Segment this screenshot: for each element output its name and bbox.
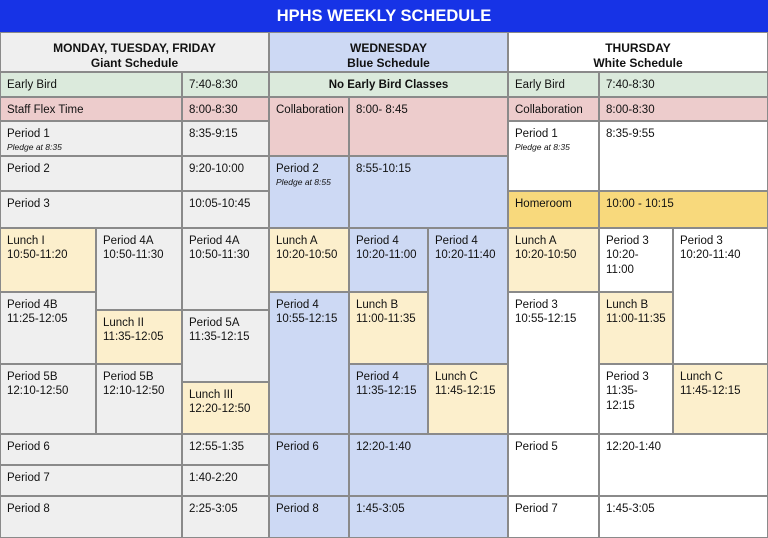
- giant-period-5a: [182, 310, 269, 382]
- white-period-1: [508, 121, 599, 191]
- giant-period-6: Period 6: [0, 434, 182, 465]
- white-collaboration-time: 8:00-8:30: [599, 97, 768, 121]
- header-white: [508, 32, 768, 72]
- blue-period-8-time: 1:45-3:05: [349, 496, 508, 538]
- blue-pledge-note: Pledge at 8:55: [276, 177, 331, 188]
- white-period-1-label: Period 1: [515, 128, 558, 140]
- giant-period-3: Period 3: [0, 191, 182, 228]
- blue-period-4-col3-time: 10:20-11:40: [435, 249, 496, 262]
- giant-period-4b-label: Period 4B: [7, 299, 58, 311]
- giant-lunch-3-time: 12:20-12:50: [189, 403, 251, 416]
- giant-lunch-2-time: 11:35-12:05: [103, 331, 164, 344]
- blue-collaboration-time: 8:00- 8:45: [349, 97, 508, 156]
- giant-period-1: [0, 121, 182, 156]
- giant-period-1-time: 8:35-9:15: [182, 121, 269, 156]
- white-lunch-b-time: 11:00-11:35: [606, 313, 666, 326]
- header-white-name: White Schedule: [593, 56, 683, 70]
- white-period-3-col1: [508, 292, 599, 434]
- blue-period-4-late: [349, 364, 428, 434]
- blue-period-4-col2-label: Period 4: [356, 235, 399, 247]
- blue-lunch-c: [428, 364, 508, 434]
- giant-pledge-note: Pledge at 8:35: [7, 142, 62, 153]
- blue-period-4-col2: [349, 228, 428, 292]
- giant-period-5b-col2: [96, 364, 182, 434]
- blue-period-2: [269, 156, 349, 228]
- blue-period-4-col1-label: Period 4: [276, 299, 319, 311]
- white-period-5-time: 12:20-1:40: [599, 434, 768, 496]
- giant-period-4a-col3-label: Period 4A: [189, 235, 240, 247]
- white-early-bird-time: 7:40-8:30: [599, 72, 768, 97]
- blue-period-6-time: 12:20-1:40: [349, 434, 508, 496]
- white-lunch-c-time: 11:45-12:15: [680, 385, 741, 398]
- giant-lunch-1: [0, 228, 96, 292]
- white-period-3-late-time: 11:35-12:15: [606, 385, 638, 412]
- giant-period-5b-col1: [0, 364, 96, 434]
- white-lunch-b-label: Lunch B: [606, 299, 649, 311]
- giant-period-7-time: 1:40-2:20: [182, 465, 269, 496]
- white-period-3-col2-time: 10:20-11:00: [606, 249, 639, 276]
- white-period-7-time: 1:45-3:05: [599, 496, 768, 538]
- blue-period-4-col1-time: 10:55-12:15: [276, 313, 338, 326]
- schedule-title: HPHS WEEKLY SCHEDULE: [0, 0, 768, 32]
- white-lunch-b: [599, 292, 673, 364]
- header-giant-name: Giant Schedule: [90, 56, 179, 70]
- giant-period-2-time: 9:20-10:00: [182, 156, 269, 191]
- blue-period-4-col3-label: Period 4: [435, 235, 478, 247]
- white-lunch-a-time: 10:20-10:50: [515, 249, 577, 262]
- giant-period-5a-time: 11:35-12:15: [189, 331, 250, 344]
- giant-lunch-1-label: Lunch I: [7, 235, 45, 247]
- giant-staff-flex: Staff Flex Time: [0, 97, 182, 121]
- blue-lunch-a: [269, 228, 349, 292]
- white-period-3-col3: [673, 228, 768, 364]
- header-giant-days: MONDAY, TUESDAY, FRIDAY: [53, 41, 216, 55]
- header-blue: [269, 32, 508, 72]
- blue-collaboration: Collaboration: [269, 97, 349, 156]
- white-lunch-a-label: Lunch A: [515, 235, 557, 247]
- blue-period-4-late-label: Period 4: [356, 371, 399, 383]
- blue-period-2-time: 8:55-10:15: [349, 156, 508, 228]
- blue-lunch-c-label: Lunch C: [435, 371, 478, 383]
- white-homeroom-time: 10:00 - 10:15: [599, 191, 768, 228]
- white-period-3-col2-label: Period 3: [606, 235, 649, 247]
- giant-period-4a-col2: [96, 228, 182, 310]
- giant-period-5b-col1-time: 12:10-12:50: [7, 385, 69, 398]
- white-period-3-col3-label: Period 3: [680, 235, 723, 247]
- blue-period-6: Period 6: [269, 434, 349, 496]
- blue-lunch-a-time: 10:20-10:50: [276, 249, 338, 262]
- white-period-5: Period 5: [508, 434, 599, 496]
- white-pledge-note: Pledge at 8:35: [515, 142, 570, 153]
- giant-lunch-2: [96, 310, 182, 364]
- header-blue-name: Blue Schedule: [347, 56, 430, 70]
- giant-staff-flex-time: 8:00-8:30: [182, 97, 269, 121]
- blue-lunch-a-label: Lunch A: [276, 235, 318, 247]
- header-blue-days: WEDNESDAY: [350, 41, 427, 55]
- giant-lunch-1-time: 10:50-11:20: [7, 249, 68, 262]
- giant-lunch-3-label: Lunch III: [189, 389, 234, 401]
- giant-lunch-3: [182, 382, 269, 434]
- giant-period-5b-col2-label: Period 5B: [103, 371, 154, 383]
- white-early-bird: Early Bird: [508, 72, 599, 97]
- blue-lunch-b-label: Lunch B: [356, 299, 399, 311]
- giant-period-6-time: 12:55-1:35: [182, 434, 269, 465]
- white-period-1-time: 8:35-9:55: [599, 121, 768, 191]
- blue-no-early-bird: No Early Bird Classes: [269, 72, 508, 97]
- giant-period-4a-col2-label: Period 4A: [103, 235, 154, 247]
- giant-period-5b-col1-label: Period 5B: [7, 371, 58, 383]
- blue-lunch-b-time: 11:00-11:35: [356, 313, 416, 326]
- giant-period-8-time: 2:25-3:05: [182, 496, 269, 538]
- giant-period-4b-time: 11:25-12:05: [7, 313, 68, 326]
- giant-lunch-2-label: Lunch II: [103, 317, 144, 329]
- blue-period-2-label: Period 2: [276, 163, 319, 175]
- giant-period-7: Period 7: [0, 465, 182, 496]
- blue-period-4-col3: [428, 228, 508, 364]
- white-collaboration: Collaboration: [508, 97, 599, 121]
- white-period-3-col1-time: 10:55-12:15: [515, 313, 577, 326]
- giant-period-4b: [0, 292, 96, 364]
- giant-period-8: Period 8: [0, 496, 182, 538]
- blue-period-4-col2-time: 10:20-11:00: [356, 249, 417, 262]
- giant-period-5b-col2-time: 12:10-12:50: [103, 385, 165, 398]
- giant-period-2: Period 2: [0, 156, 182, 191]
- giant-early-bird: Early Bird: [0, 72, 182, 97]
- white-period-3-col3-time: 10:20-11:40: [680, 249, 741, 262]
- white-lunch-c-label: Lunch C: [680, 371, 723, 383]
- white-lunch-c: [673, 364, 768, 434]
- blue-period-8: Period 8: [269, 496, 349, 538]
- header-giant: [0, 32, 269, 72]
- giant-period-5a-label: Period 5A: [189, 317, 240, 329]
- giant-period-4a-col3-time: 10:50-11:30: [189, 249, 250, 262]
- giant-period-1-label: Period 1: [7, 128, 50, 140]
- blue-lunch-c-time: 11:45-12:15: [435, 385, 496, 398]
- header-white-days: THURSDAY: [605, 41, 671, 55]
- white-period-3-late-label: Period 3: [606, 371, 649, 383]
- blue-period-4-late-time: 11:35-12:15: [356, 385, 417, 398]
- white-period-3-col2: [599, 228, 673, 292]
- white-lunch-a: [508, 228, 599, 292]
- blue-lunch-b: [349, 292, 428, 364]
- blue-period-4-col1: [269, 292, 349, 434]
- giant-period-4a-col2-time: 10:50-11:30: [103, 249, 164, 262]
- giant-period-4a-col3: [182, 228, 269, 310]
- giant-early-bird-time: 7:40-8:30: [182, 72, 269, 97]
- white-period-7: Period 7: [508, 496, 599, 538]
- giant-period-3-time: 10:05-10:45: [182, 191, 269, 228]
- white-period-3-late: [599, 364, 673, 434]
- white-homeroom: Homeroom: [508, 191, 599, 228]
- white-period-3-col1-label: Period 3: [515, 299, 558, 311]
